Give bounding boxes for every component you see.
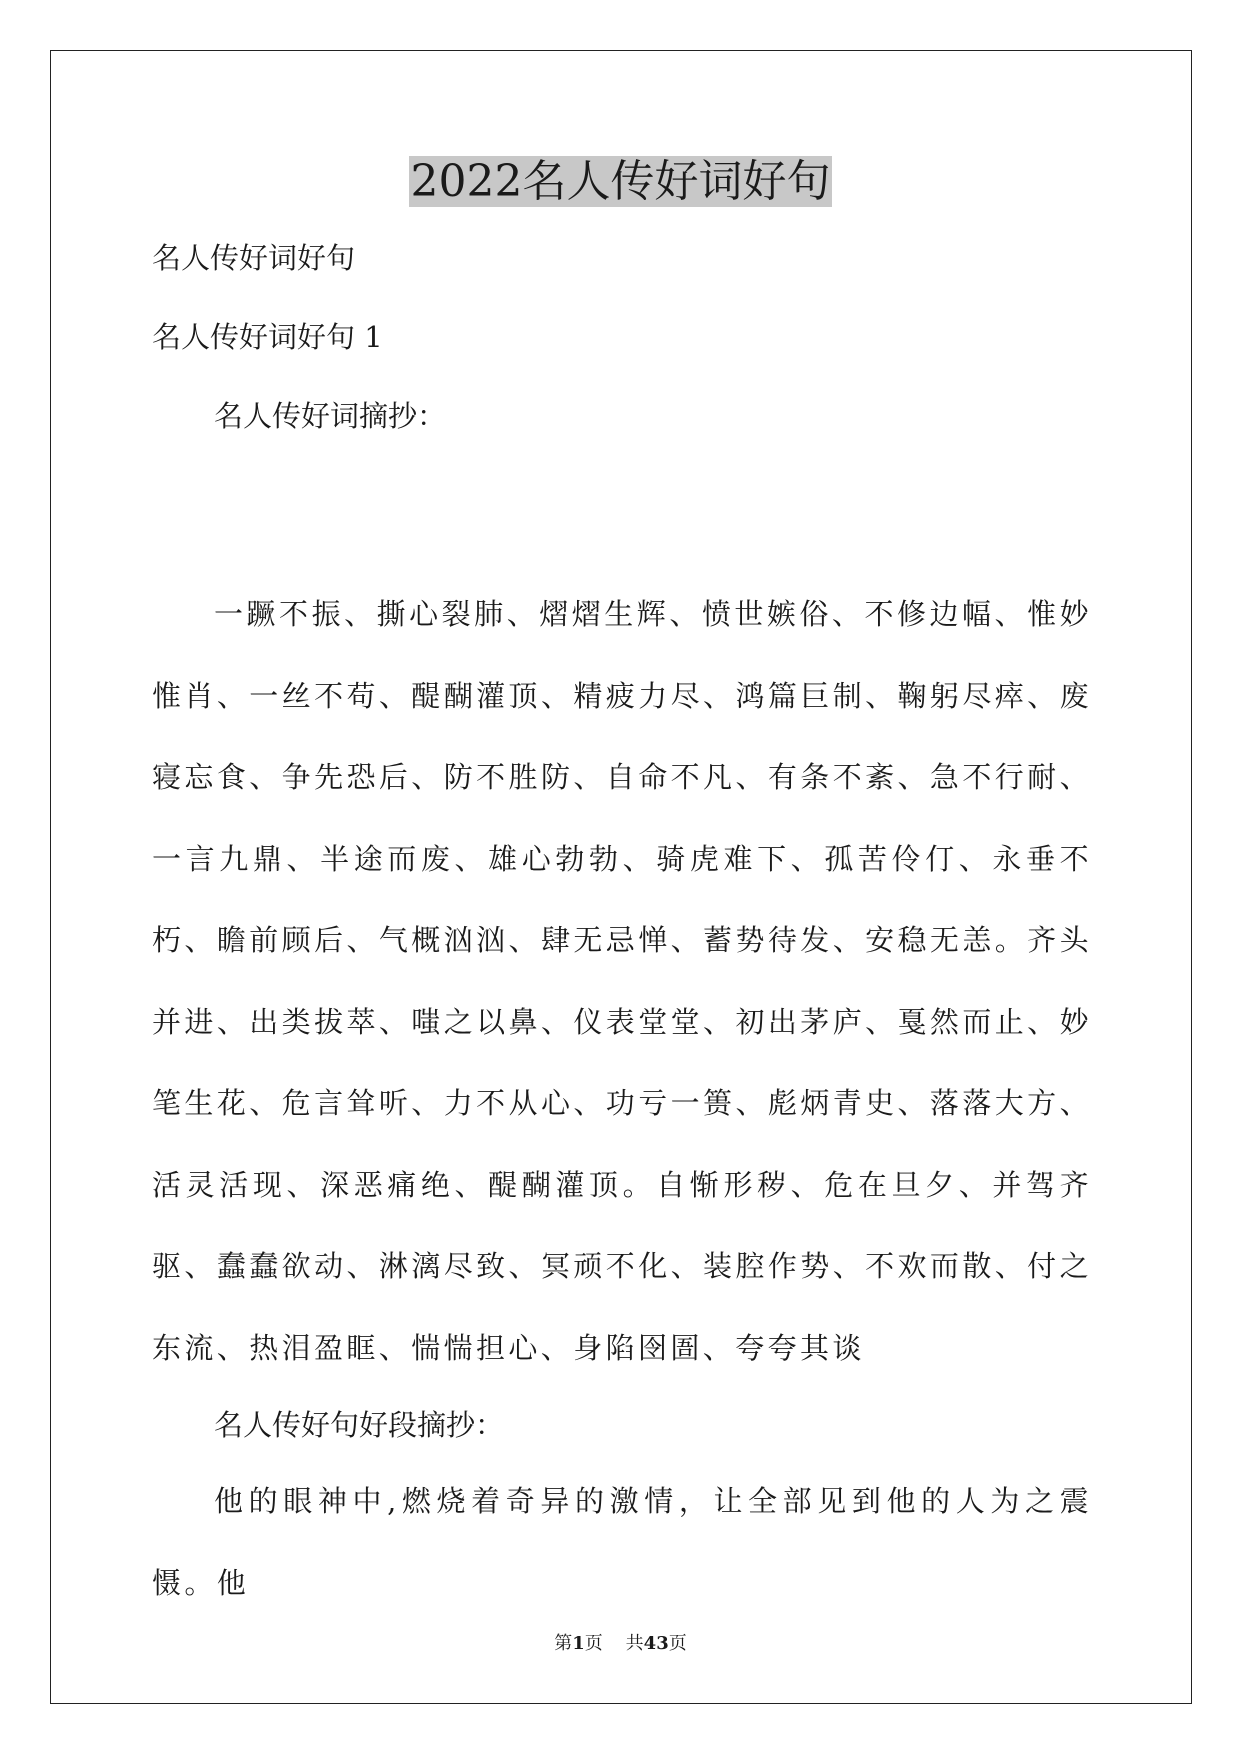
document-title-text: 2022名人传好词好句 <box>410 156 831 207</box>
sentences-paragraph: 他的眼神中,燃烧着奇异的激情，让全部见到他的人为之震慑。他 <box>152 1484 1092 1600</box>
words-paragraph: 一蹶不振、撕心裂肺、熠熠生辉、愤世嫉俗、不修边幅、惟妙惟肖、一丝不苟、醍醐灌顶、精疲力尽、鸿篇巨制、鞠躬尽瘁、废寝忘食、争先恐后、防不胜防、自命不凡、有条不紊、急不行耐、一言九鼎、半途而废、雄心勃勃、骑虎难下、孤苦伶仃、永垂不朽、瞻前顾后、气概汹汹、肆无忌惮、蓄势待发、安稳无恙。齐头并进、出类拔萃、嗤之以鼻、仪表堂堂、初出茅庐、戛然而止、妙笔生花、危言耸听、力不从心、功亏一篑、彪炳青史、落落大方、活灵活现、深恶痛绝、醍醐灌顶。自惭形秽、危在旦夕、并驾齐驱、蠢蠢欲动、淋漓尽致、冥顽不化、装腔作势、不欢而散、付之东流、热泪盈眶、惴惴担心、身陷囹圄、夸夸其谈 <box>152 597 1092 1365</box>
footer-page-suffix: 页 <box>584 1633 603 1654</box>
page-footer <box>0 1631 1241 1657</box>
footer-page-number: 1 <box>572 1633 585 1654</box>
sentences-heading: 名人传好句好段摘抄： <box>214 1408 505 1442</box>
footer-page-prefix: 第 <box>554 1633 573 1654</box>
footer-total-prefix: 共 <box>625 1633 644 1654</box>
footer-total-pages: 43 <box>643 1633 669 1654</box>
document-subtitle: 名人传好词好句 <box>152 241 356 275</box>
words-heading: 名人传好词摘抄： <box>214 399 447 433</box>
footer-total-suffix: 页 <box>668 1633 687 1654</box>
section-heading: 名人传好词好句 1 <box>152 320 383 354</box>
document-title <box>0 152 1241 212</box>
